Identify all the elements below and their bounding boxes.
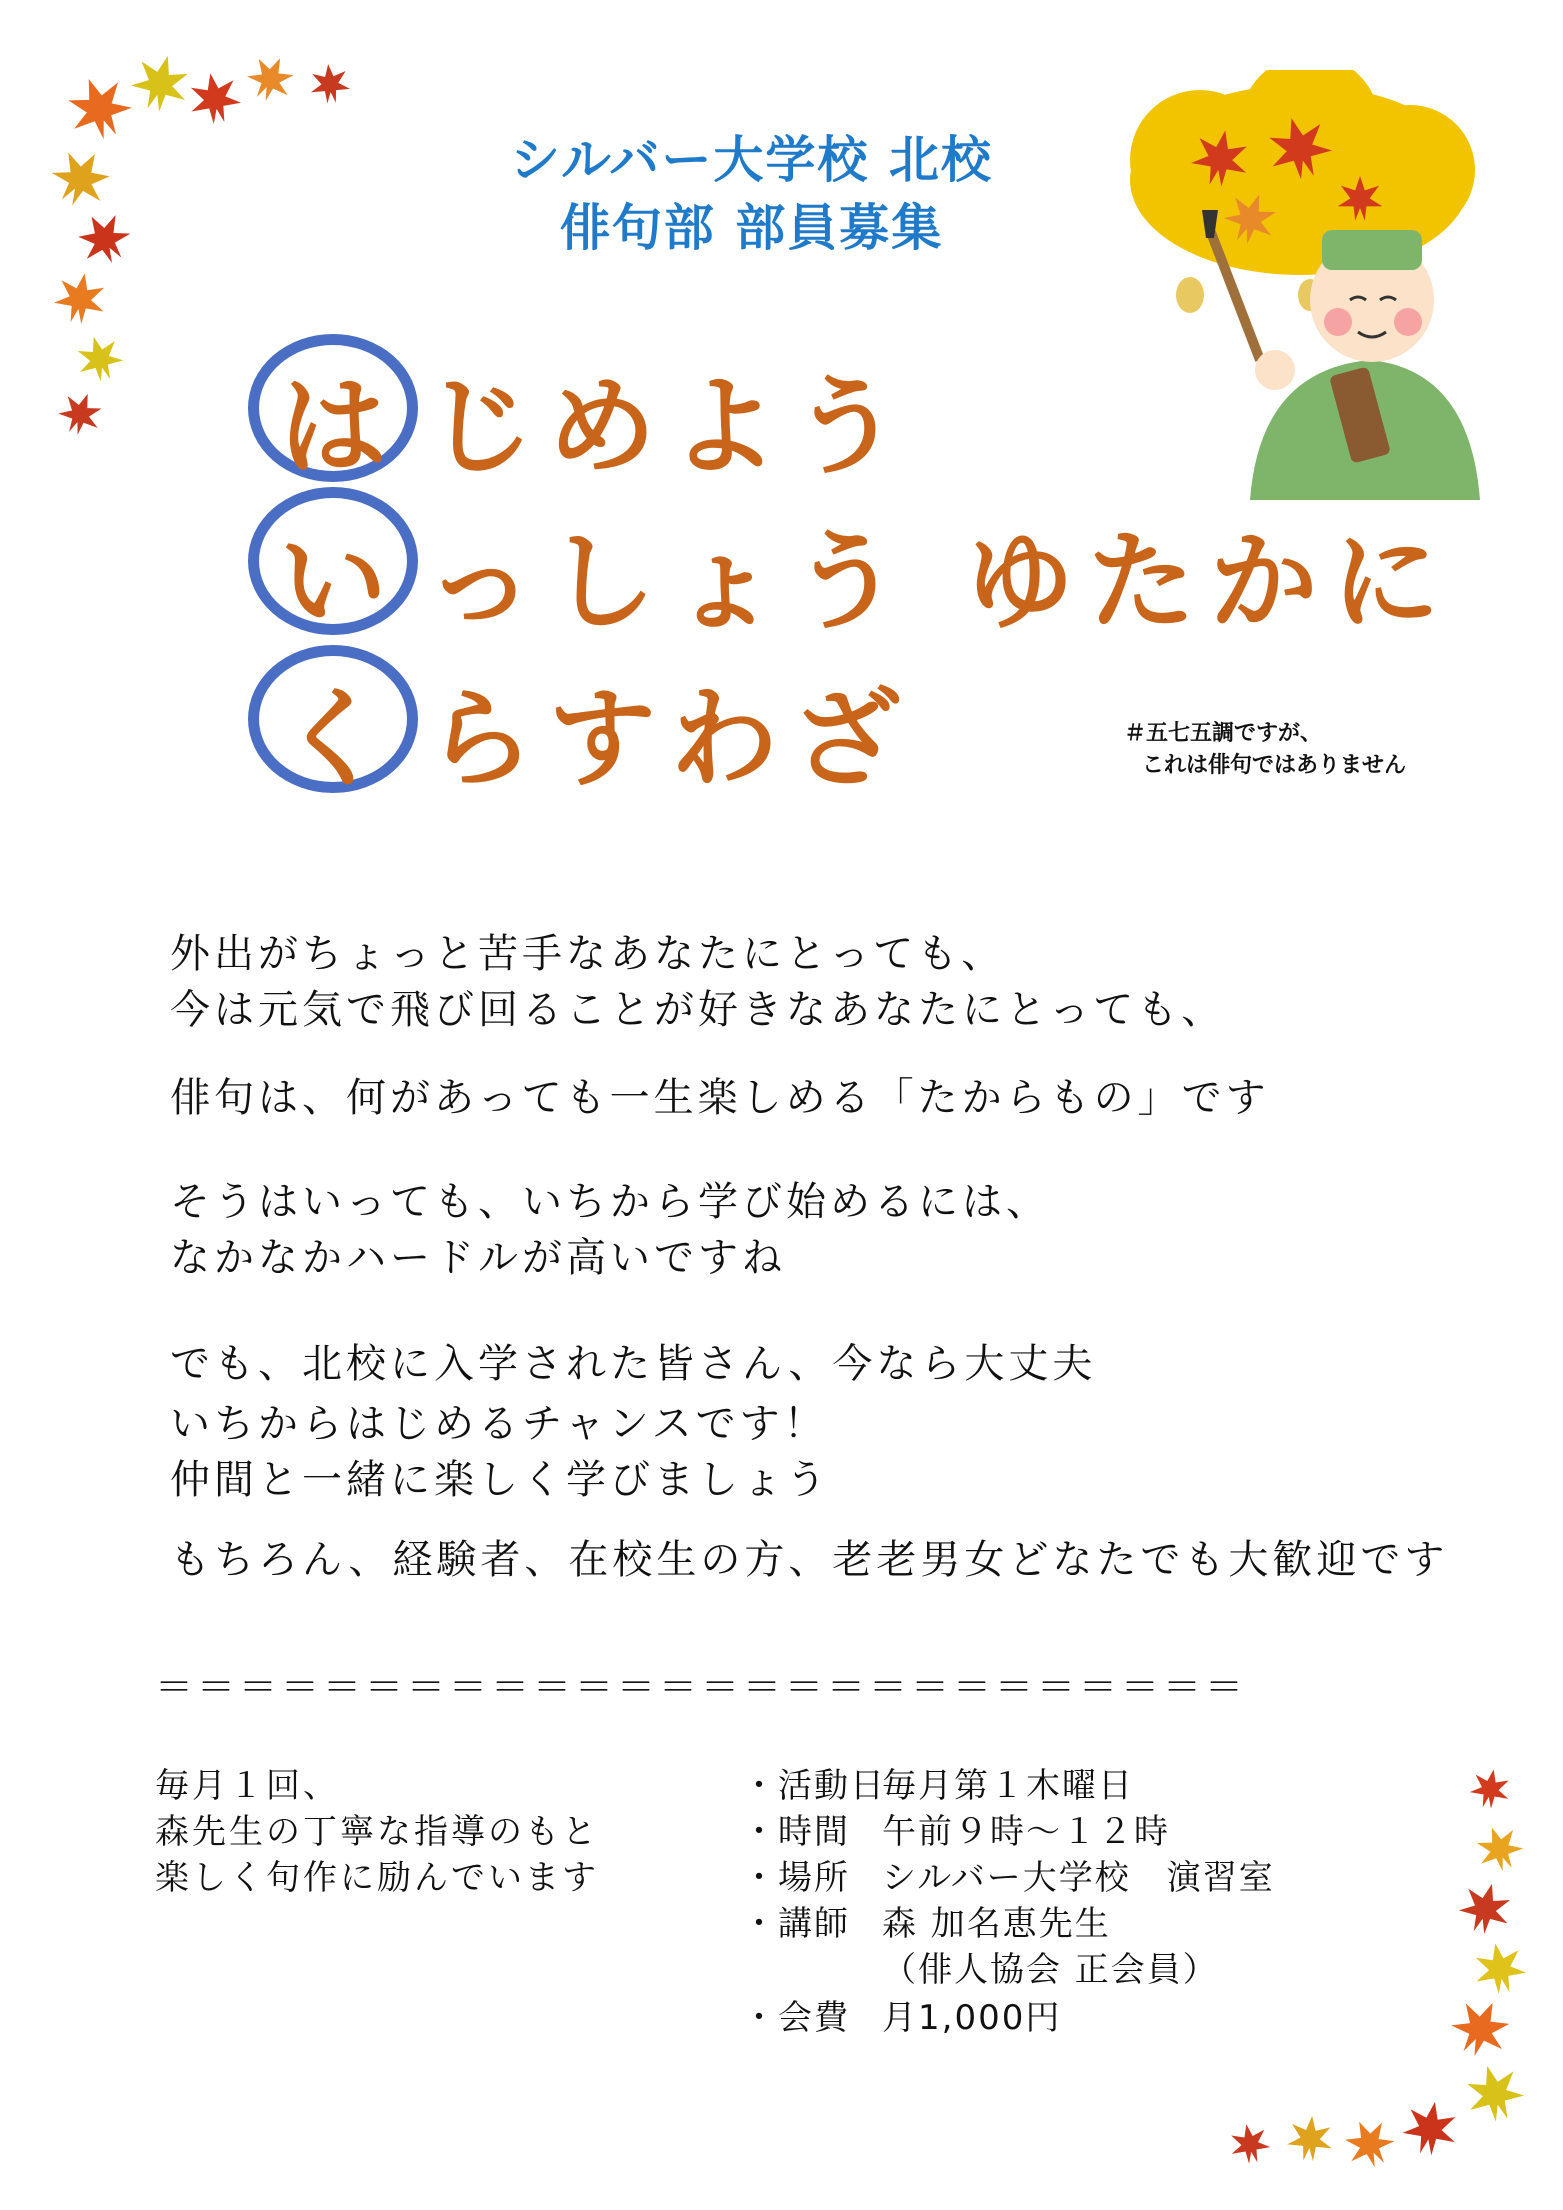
body-p2: 俳句は、何があっても一生楽しめる「たからもの」です (170, 1075, 1270, 1121)
detail-value: 午前９時～１２時 (882, 1812, 1170, 1852)
detail-value: 月1,000円 (882, 1998, 1062, 2038)
slogan-initial-1: は (278, 365, 387, 490)
slogan-initial-2: い (278, 520, 387, 645)
detail-fee (742, 1990, 1061, 2039)
haiku-poet-illustration (1110, 70, 1490, 500)
detail-value: 毎月第１木曜日 (882, 1766, 1134, 1806)
detail-key: ・時間 (742, 1812, 850, 1852)
left-note-line3: 楽しく句作に励んでいます (155, 1858, 599, 1898)
detail-place (742, 1850, 1275, 1899)
slogan-rest-1: じめよう (426, 365, 915, 490)
slogan-rest-2: っしょう ゆたかに (426, 520, 1454, 645)
detail-key: ・活動日 (742, 1766, 886, 1806)
left-note-line2: 森先生の丁寧な指導のもと (155, 1812, 599, 1852)
slogan-initial-3: く (278, 677, 387, 802)
body-p1-line2: 今は元気で飛び回ることが好きなあなたにとっても、 (170, 987, 1226, 1033)
yellow-cloud (1130, 70, 1475, 275)
detail-instructor-affiliation (742, 1942, 1219, 1991)
body-p4-line3: 仲間と一緒に楽しく学びましょう (170, 1457, 830, 1503)
hashtag-note-1: ＃五七五調ですが、 (1124, 721, 1323, 746)
body-p1-line1: 外出がちょっと苦手なあなたにとっても、 (170, 931, 1006, 977)
body-p3-line1: そうはいっても、いちから学び始めるには、 (170, 1179, 1050, 1225)
detail-time (742, 1804, 1170, 1853)
detail-value: 森 加名恵先生 (882, 1904, 1111, 1944)
detail-key: ・場所 (742, 1858, 850, 1898)
detail-activity-day (742, 1758, 1134, 1807)
body-p4-line2: いちからはじめるチャンスです！ (170, 1401, 828, 1447)
detail-value: シルバー大学校 演習室 (882, 1858, 1275, 1898)
body-p3-line2: なかなかハードルが高いですね (170, 1235, 786, 1281)
detail-instructor (742, 1896, 1111, 1945)
header-school-name: シルバー大学校 北校 (510, 131, 993, 189)
slogan-line-1 (248, 340, 914, 495)
body-p5: もちろん、経験者、在校生の方、老老男女どなたでも大歓迎です (170, 1537, 1449, 1583)
autumn-leaves-bottom-right (1200, 1760, 1540, 2180)
slogan-rest-3: らすわざ (426, 677, 915, 802)
detail-value: （俳人協会 正会員） (882, 1950, 1219, 1990)
detail-key: ・会費 (742, 1998, 850, 2038)
hashtag-note-2: これは俳句ではありません (1142, 753, 1407, 778)
detail-key: ・講師 (742, 1904, 850, 1944)
divider: ＝＝＝＝＝＝＝＝＝＝＝＝＝＝＝＝＝＝＝＝＝＝＝＝＝＝ (155, 1665, 1248, 1709)
body-p4-line1: でも、北校に入学された皆さん、今なら大丈夫 (170, 1341, 1097, 1387)
slogan-line-3 (248, 652, 914, 807)
left-note-line1: 毎月１回、 (155, 1766, 340, 1806)
header-recruitment: 俳句部 部員募集 (559, 199, 944, 257)
slogan-line-2 (248, 495, 1454, 650)
